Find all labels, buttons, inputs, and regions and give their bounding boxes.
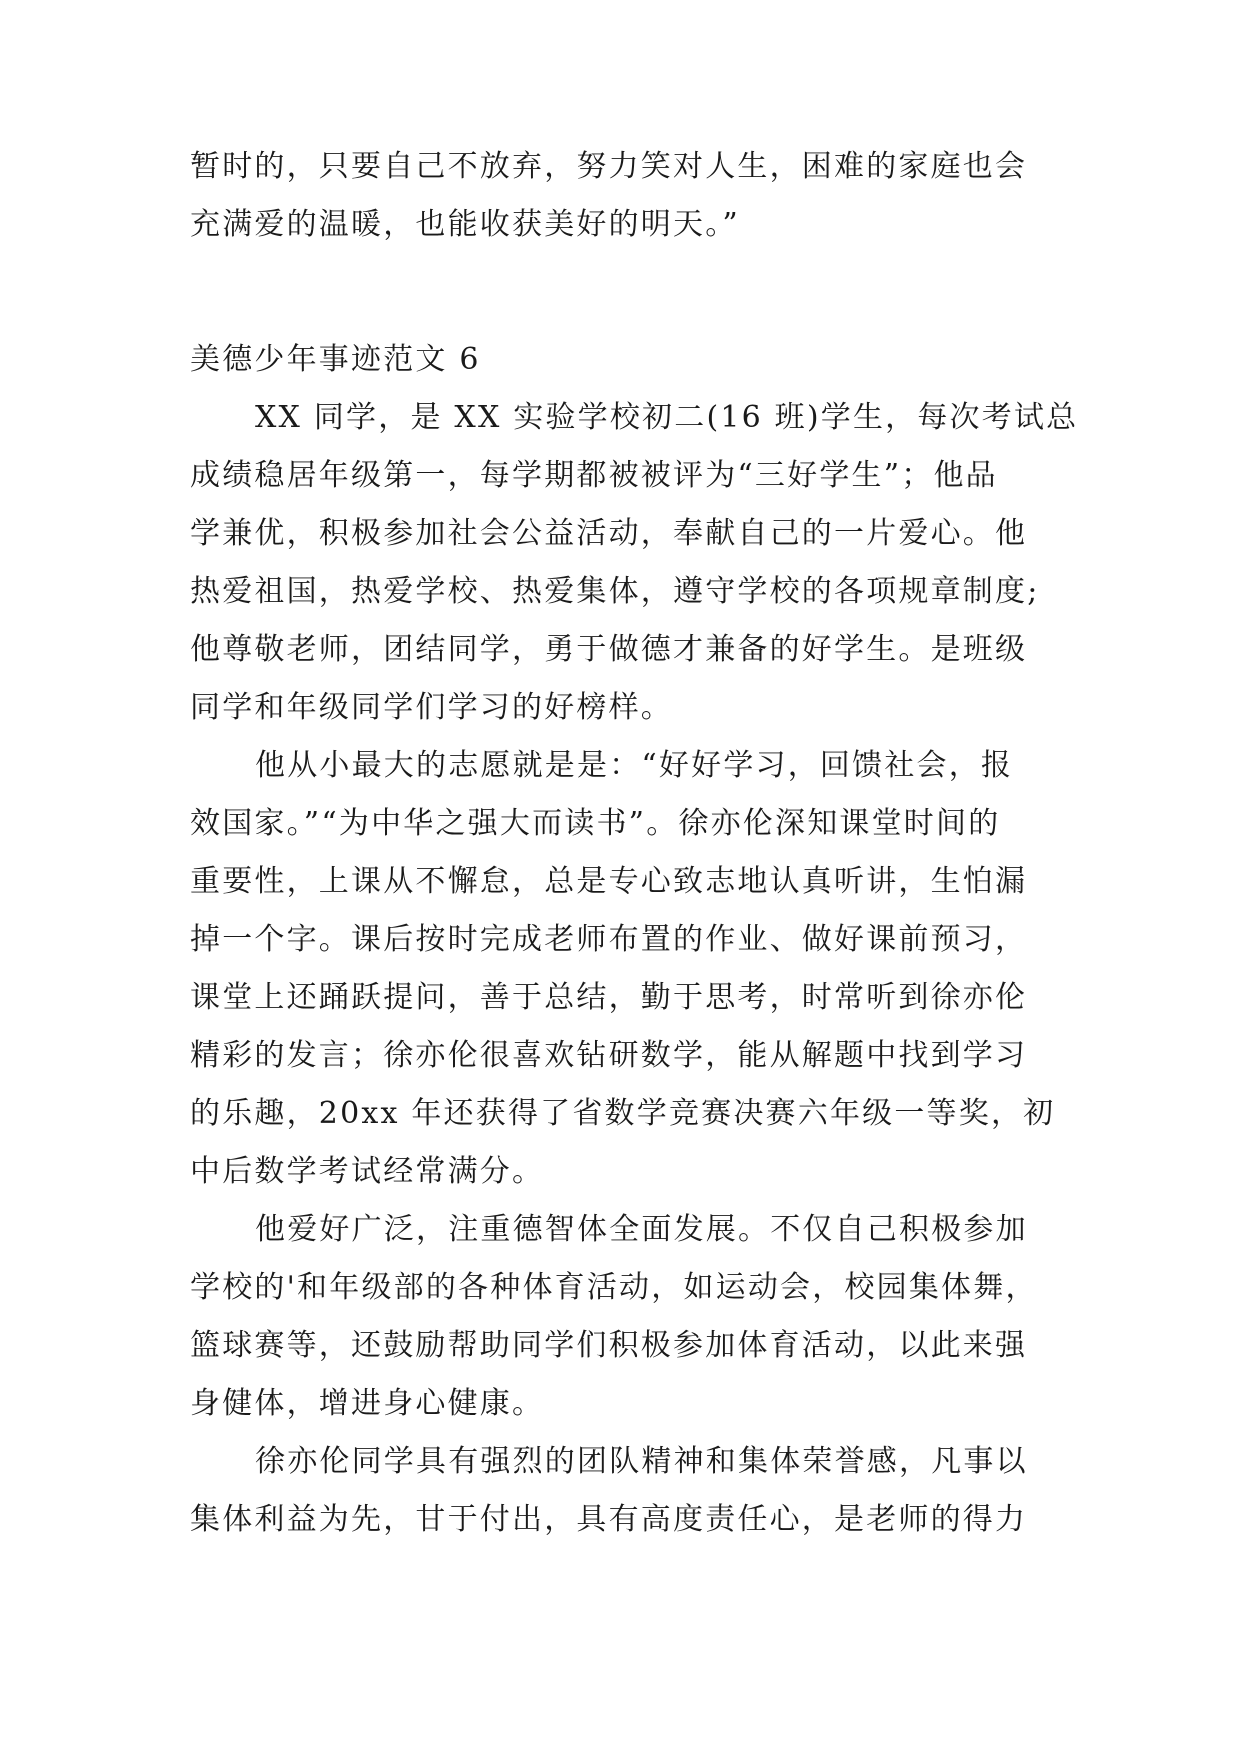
paragraph-2-line-5: 课堂上还踊跃提问，善于总结，勤于思考，时常听到徐亦伦 [190, 980, 1028, 1015]
paragraph-3-line-1: 他爱好广泛，注重德智体全面发展。不仅自己积极参加 [255, 1212, 1028, 1247]
paragraph-2-line-3: 重要性，上课从不懈怠，总是专心致志地认真听讲，生怕漏 [190, 864, 1028, 899]
paragraph-1-line-6: 同学和年级同学们学习的好榜样。 [190, 690, 673, 725]
paragraph-1-line-3: 学兼优，积极参加社会公益活动，奉献自己的一片爱心。他 [190, 516, 1028, 551]
paragraph-1-line-2: 成绩稳居年级第一，每学期都被被评为“三好学生”；他品 [190, 458, 998, 493]
paragraph-2-line-8: 中后数学考试经常满分。 [190, 1154, 545, 1189]
paragraph-3-line-4: 身健体，增进身心健康。 [190, 1386, 545, 1421]
text-line-2: 充满爱的温暖，也能收获美好的明天。” [190, 207, 740, 242]
paragraph-2-line-7: 的乐趣，20xx 年还获得了省数学竞赛决赛六年级一等奖，初 [190, 1096, 1056, 1131]
paragraph-2-line-2: 效国家。”“为中华之强大而读书”。徐亦伦深知课堂时间的 [190, 806, 1001, 841]
paragraph-2-line-4: 掉一个字。课后按时完成老师布置的作业、做好课前预习， [190, 922, 1028, 957]
paragraph-1-line-1: XX 同学，是 XX 实验学校初二(16 班)学生，每次考试总 [255, 400, 1079, 435]
paragraph-1-line-5: 他尊敬老师，团结同学，勇于做德才兼备的好学生。是班级 [190, 632, 1028, 667]
paragraph-1-line-4: 热爱祖国，热爱学校、热爱集体，遵守学校的各项规章制度; [190, 574, 1040, 609]
paragraph-2-line-1: 他从小最大的志愿就是是：“好好学习，回馈社会，报 [255, 748, 1014, 783]
paragraph-4-line-2: 集体利益为先，甘于付出，具有高度责任心，是老师的得力 [190, 1502, 1028, 1537]
paragraph-2-line-6: 精彩的发言；徐亦伦很喜欢钻研数学，能从解题中找到学习 [190, 1038, 1028, 1073]
paragraph-3-line-2: 学校的'和年级部的各种体育活动，如运动会，校园集体舞， [190, 1270, 1038, 1305]
paragraph-3-line-3: 篮球赛等，还鼓励帮助同学们积极参加体育活动，以此来强 [190, 1328, 1028, 1363]
paragraph-4-line-1: 徐亦伦同学具有强烈的团队精神和集体荣誉感，凡事以 [255, 1444, 1028, 1479]
text-line-1: 暂时的，只要自己不放弃，努力笑对人生，困难的家庭也会 [190, 149, 1028, 184]
section-heading: 美德少年事迹范文 6 [190, 342, 481, 377]
